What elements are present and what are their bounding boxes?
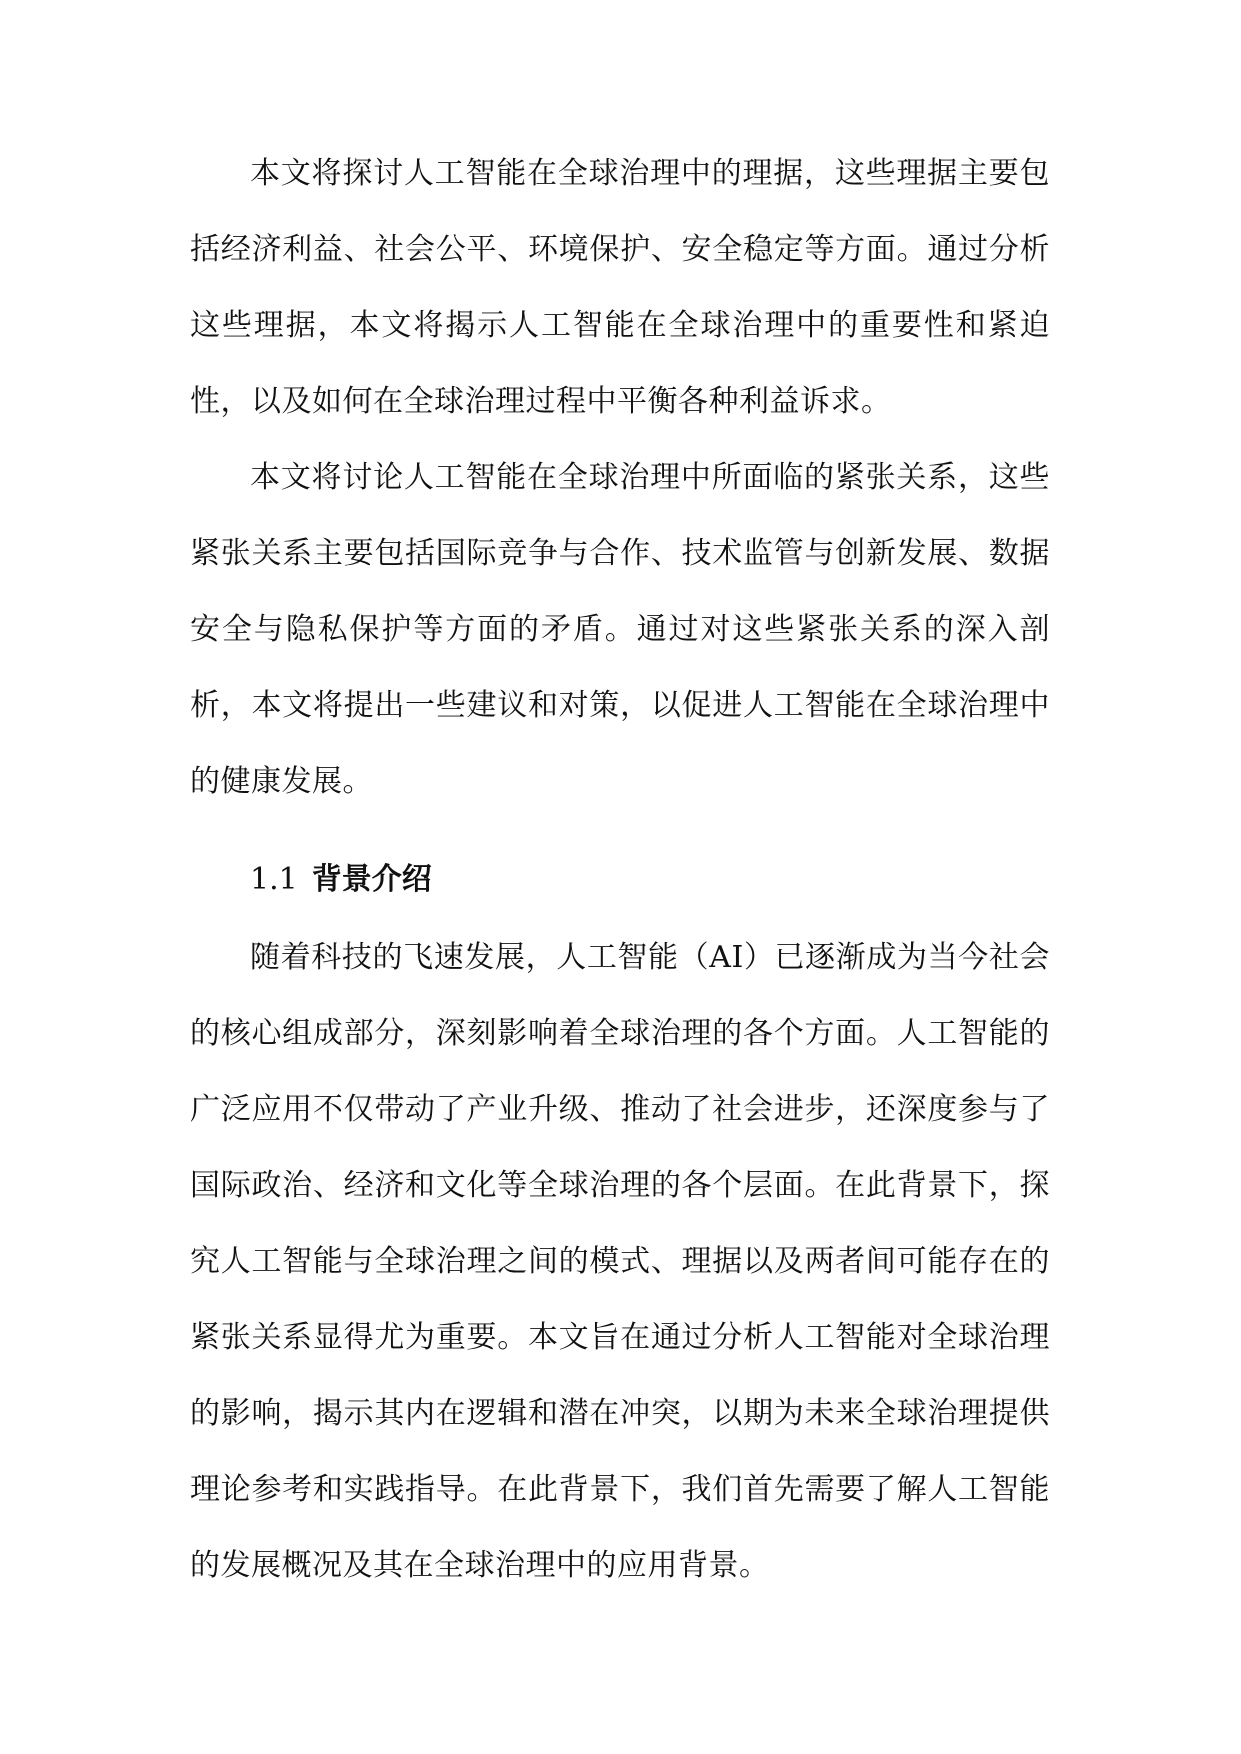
- section-title: 背景介绍: [311, 862, 432, 897]
- paragraph-background: 随着科技的飞速发展，人工智能（AI）已逐渐成为当今社会的核心组成部分，深刻影响着全球治理的各个方面。人工智能的广泛应用不仅带动了产业升级、推动了社会进步，还深度参与了国际政治、经济和文化等全球治理的各个层面。在此背景下，探究人工智能与全球治理之间的模式、理据以及两者间可能存在的紧张关系显得尤为重要。本文旨在通过分析人工智能对全球治理的影响，揭示其内在逻辑和潜在冲突，以期为未来全球治理提供理论参考和实践指导。在此背景下，我们首先需要了解人工智能的发展概况及其在全球治理中的应用背景。: [190, 940, 1050, 1583]
- paragraph-ai-rationale: 本文将探讨人工智能在全球治理中的理据，这些理据主要包括经济利益、社会公平、环境保护、安全稳定等方面。通过分析这些理据，本文将揭示人工智能在全球治理中的重要性和紧迫性，以及如何在全球治理过程中平衡各种利益诉求。: [190, 156, 1050, 419]
- section-number: 1.1: [250, 862, 298, 897]
- section-heading: [250, 840, 1050, 920]
- paragraph-ai-tensions: 本文将讨论人工智能在全球治理中所面临的紧张关系，这些紧张关系主要包括国际竞争与合作、技术监管与创新发展、数据安全与隐私保护等方面的矛盾。通过对这些紧张关系的深入剖析，本文将提出一些建议和对策，以促进人工智能在全球治理中的健康发展。: [190, 460, 1050, 799]
- document-page: [190, 136, 1050, 1604]
